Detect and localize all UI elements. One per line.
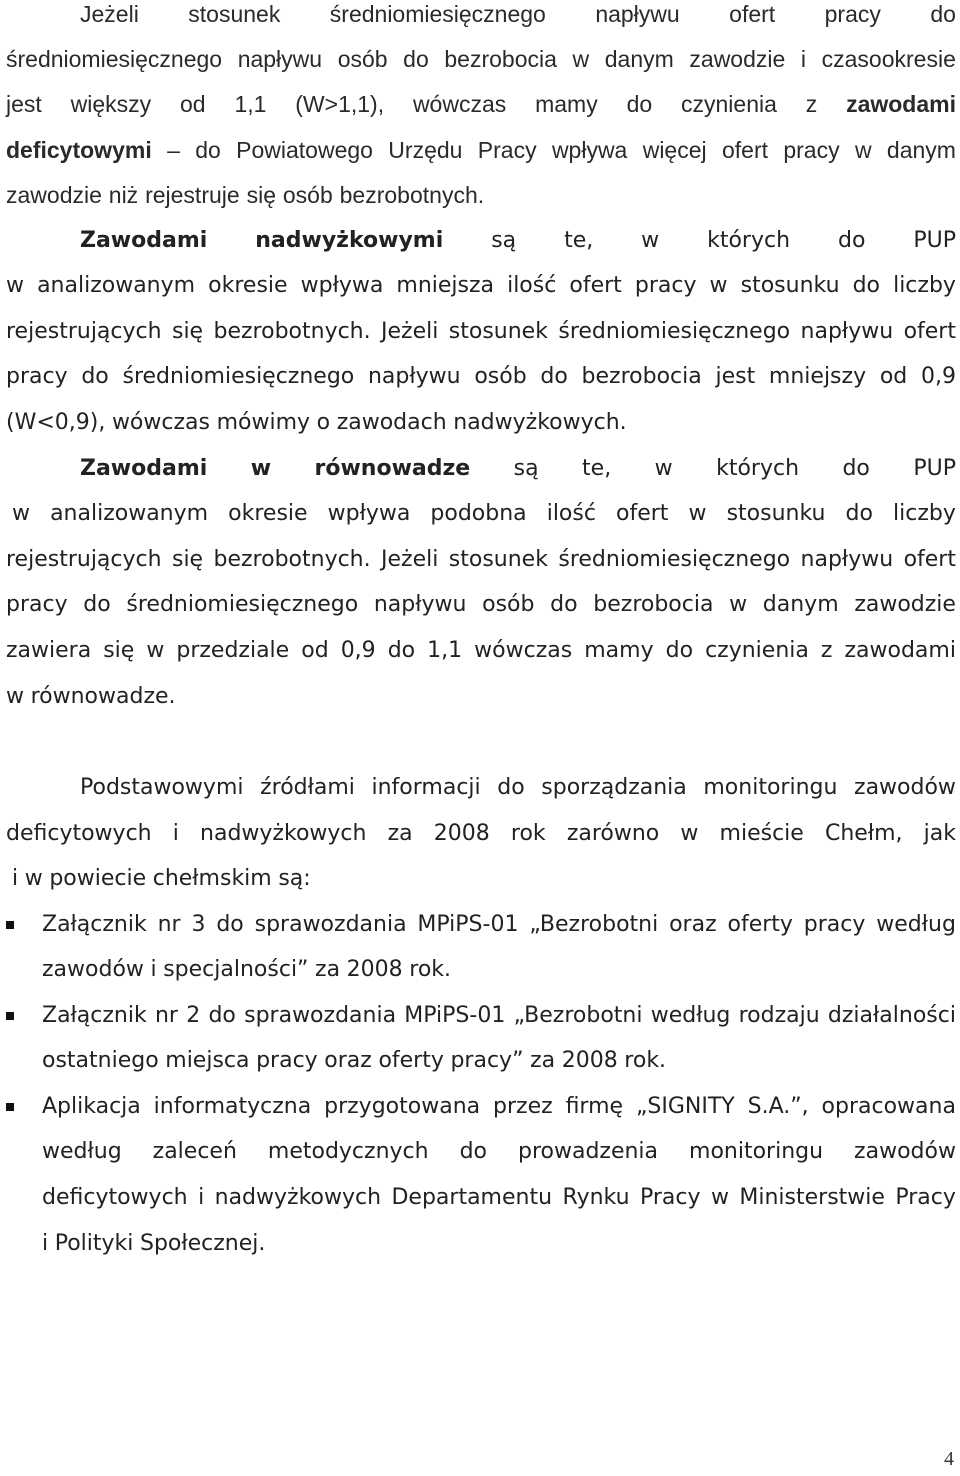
word: wówczas bbox=[412, 91, 507, 117]
word: do bbox=[626, 91, 653, 117]
word: 2 bbox=[186, 1003, 201, 1028]
word: zawodów bbox=[854, 1139, 956, 1164]
word: przygotowana bbox=[324, 1094, 481, 1119]
word: pracy bbox=[256, 1048, 318, 1073]
word: zarówno bbox=[566, 821, 660, 846]
bold-word: Zawodami bbox=[80, 228, 208, 253]
word: rok. bbox=[409, 957, 452, 982]
text-line bbox=[80, 0, 956, 34]
word: się bbox=[171, 319, 204, 344]
word: mówimy bbox=[216, 410, 311, 435]
word: sprawozdania bbox=[254, 912, 407, 937]
word: monitoringu bbox=[703, 775, 838, 800]
word: pracy bbox=[634, 273, 697, 298]
word: bezrobotnych. bbox=[213, 547, 371, 572]
word: czynienia bbox=[705, 638, 809, 663]
word: danym bbox=[762, 592, 839, 617]
word: 1,1 bbox=[234, 91, 267, 117]
word: się bbox=[103, 638, 135, 663]
word: średniomiesięcznego bbox=[122, 364, 355, 389]
word: ofert bbox=[616, 501, 669, 526]
word: 2008 bbox=[561, 1048, 618, 1073]
word: rejestrujących bbox=[6, 319, 162, 344]
word: czynienia bbox=[681, 91, 777, 117]
word: ilość bbox=[546, 501, 596, 526]
word: mamy bbox=[535, 91, 598, 117]
word: są bbox=[513, 456, 539, 481]
square-bullet-icon bbox=[6, 921, 14, 929]
text-line bbox=[6, 585, 956, 625]
word: pracy” bbox=[450, 1048, 524, 1073]
word: do bbox=[387, 638, 416, 663]
word: analizowanym bbox=[50, 501, 209, 526]
word: Ministerstwie bbox=[739, 1185, 885, 1210]
word: Powiatowego bbox=[236, 137, 373, 163]
text-line bbox=[6, 39, 956, 79]
bold-word: deficytowymi bbox=[6, 137, 152, 163]
word: bezrobotnych. bbox=[339, 182, 485, 208]
word: pracy bbox=[803, 912, 866, 937]
word: prowadzenia bbox=[517, 1139, 659, 1164]
word: stosunku bbox=[740, 273, 840, 298]
word: wówczas bbox=[474, 638, 573, 663]
word: w bbox=[710, 1185, 729, 1210]
text-line bbox=[42, 996, 956, 1036]
word: zawiera bbox=[6, 638, 92, 663]
word: wpływa bbox=[327, 501, 411, 526]
word: do bbox=[930, 1, 956, 27]
text-line bbox=[6, 540, 956, 580]
word: deficytowych bbox=[42, 1185, 188, 1210]
word: się bbox=[171, 547, 204, 572]
bold-word: równowadze bbox=[314, 456, 471, 481]
word: niż bbox=[108, 182, 139, 208]
page-number: 4 bbox=[944, 1448, 954, 1470]
word: zawodzie bbox=[854, 592, 956, 617]
word: stosunek bbox=[448, 547, 548, 572]
word: 0,9 bbox=[340, 638, 376, 663]
word: nr bbox=[154, 1003, 178, 1028]
word: w bbox=[729, 592, 748, 617]
word: rok bbox=[510, 821, 546, 846]
text-line bbox=[6, 175, 956, 215]
text-line bbox=[6, 266, 956, 306]
word: informatyczna bbox=[153, 1094, 312, 1119]
word: bezrobotnych. bbox=[213, 319, 371, 344]
word: napływu bbox=[800, 547, 894, 572]
text-line bbox=[6, 403, 956, 443]
bold-word: Zawodami bbox=[80, 456, 208, 481]
word: Rynku bbox=[562, 1185, 630, 1210]
text-line bbox=[42, 1224, 956, 1264]
word: ofert bbox=[729, 1, 776, 27]
word: Społecznej. bbox=[139, 1231, 266, 1256]
word: liczby bbox=[893, 273, 956, 298]
text-line bbox=[42, 1087, 956, 1127]
word: za bbox=[315, 957, 341, 982]
word: w bbox=[654, 456, 673, 481]
word: Załącznik bbox=[42, 912, 147, 937]
word: mieście bbox=[719, 821, 804, 846]
word: jak bbox=[923, 821, 956, 846]
word: według bbox=[42, 1139, 122, 1164]
word: danym bbox=[886, 137, 956, 163]
word: 3 bbox=[191, 912, 206, 937]
word: do bbox=[403, 46, 429, 72]
word: „Bezrobotni bbox=[529, 912, 659, 937]
text-line bbox=[80, 768, 956, 808]
word: osób bbox=[482, 592, 535, 617]
word: Polityki bbox=[54, 1231, 134, 1256]
word: MPiPS-01 bbox=[417, 912, 519, 937]
word: Aplikacja bbox=[42, 1094, 141, 1119]
word: opracowana bbox=[821, 1094, 956, 1119]
word: zawodów bbox=[42, 957, 144, 982]
word: średniomiesięcznego bbox=[558, 319, 791, 344]
word: i bbox=[12, 866, 19, 891]
word: 0,9 bbox=[920, 364, 956, 389]
word: czasookresie bbox=[821, 46, 956, 72]
word: (W<0,9), bbox=[6, 410, 106, 435]
word: nadwyżkowych bbox=[214, 1185, 382, 1210]
text-line bbox=[6, 357, 956, 397]
word: S.A.”, bbox=[747, 1094, 809, 1119]
word: stosunek bbox=[448, 319, 548, 344]
word: do bbox=[550, 592, 578, 617]
word: i bbox=[198, 1185, 205, 1210]
word: i bbox=[800, 46, 807, 72]
text-line bbox=[42, 1041, 956, 1081]
word: od bbox=[879, 364, 908, 389]
word: nadwyżkowych bbox=[200, 821, 367, 846]
word: wpływa bbox=[300, 273, 384, 298]
word: te, bbox=[582, 456, 612, 481]
word: chełmskim bbox=[152, 866, 272, 891]
bold-word: zawodami bbox=[846, 91, 956, 117]
word: do bbox=[459, 1139, 487, 1164]
word: sporządzania bbox=[541, 775, 687, 800]
text-line bbox=[6, 130, 956, 170]
word: przez bbox=[493, 1094, 553, 1119]
word: PUP bbox=[913, 456, 956, 481]
word: 2008 bbox=[346, 957, 403, 982]
word: Pracy bbox=[477, 137, 537, 163]
word: w bbox=[641, 228, 660, 253]
word: napływu bbox=[800, 319, 894, 344]
word: do bbox=[195, 137, 221, 163]
word: do bbox=[845, 501, 873, 526]
word: do bbox=[665, 638, 694, 663]
word: w bbox=[572, 46, 590, 72]
word: jest bbox=[6, 91, 42, 117]
bold-word: w bbox=[250, 456, 272, 481]
word: równowadze. bbox=[30, 684, 176, 709]
word: metodycznych bbox=[267, 1139, 429, 1164]
word: zawodzie bbox=[6, 182, 102, 208]
word: Jeżeli bbox=[381, 547, 439, 572]
text-line bbox=[12, 494, 956, 534]
text-line bbox=[6, 312, 956, 352]
word: rodzaju bbox=[738, 1003, 820, 1028]
word: średniomiesięcznego bbox=[6, 46, 223, 72]
word: zawodami bbox=[844, 638, 956, 663]
word: powiecie bbox=[49, 866, 147, 891]
word: specjalności” bbox=[163, 957, 309, 982]
text-line bbox=[6, 814, 956, 854]
word: mniejszy bbox=[768, 364, 867, 389]
word: podobna bbox=[430, 501, 527, 526]
word: Urzędu bbox=[388, 137, 463, 163]
word: sprawozdania bbox=[244, 1003, 397, 1028]
word: od bbox=[180, 91, 206, 117]
word: średniomiesięcznego bbox=[558, 547, 791, 572]
text-line bbox=[6, 631, 956, 671]
word: jest bbox=[715, 364, 756, 389]
word: stosunek bbox=[188, 1, 281, 27]
word: się bbox=[246, 182, 276, 208]
text-line bbox=[42, 905, 956, 945]
word: w bbox=[854, 137, 872, 163]
word: za bbox=[530, 1048, 556, 1073]
word: do bbox=[852, 273, 881, 298]
text-line bbox=[6, 84, 956, 124]
word: okresie bbox=[208, 273, 288, 298]
word: napływu bbox=[595, 1, 680, 27]
word: 1,1 bbox=[427, 638, 463, 663]
word: do bbox=[81, 364, 109, 389]
word: według bbox=[650, 1003, 731, 1028]
word: – bbox=[167, 137, 180, 163]
word: (W>1,1), bbox=[295, 91, 385, 117]
word: ilość bbox=[507, 273, 557, 298]
word: Jeżeli bbox=[80, 1, 139, 27]
word: w bbox=[6, 684, 24, 709]
word: są bbox=[491, 228, 517, 253]
word: źródłami bbox=[260, 775, 355, 800]
word: zaleceń bbox=[152, 1139, 237, 1164]
word: osób bbox=[282, 182, 333, 208]
word: liczby bbox=[893, 501, 956, 526]
word: zawodów bbox=[854, 775, 956, 800]
text-line bbox=[42, 1178, 956, 1218]
word: osób bbox=[337, 46, 388, 72]
word: w bbox=[709, 273, 728, 298]
text-line bbox=[6, 677, 956, 717]
word: ostatniego bbox=[42, 1048, 159, 1073]
word: średniomiesięcznego bbox=[329, 1, 546, 27]
word: analizowanym bbox=[37, 273, 196, 298]
text-line bbox=[42, 1132, 956, 1172]
word: napływu bbox=[367, 364, 461, 389]
bold-word: nadwyżkowymi bbox=[255, 228, 444, 253]
word: MPiPS-01 bbox=[404, 1003, 506, 1028]
word: rejestruje bbox=[145, 182, 240, 208]
word: 2008 bbox=[433, 821, 490, 846]
word: bezrobocia bbox=[581, 364, 702, 389]
word: stosunku bbox=[726, 501, 826, 526]
word: „SIGNITY bbox=[635, 1094, 735, 1119]
word: do bbox=[83, 592, 111, 617]
word: Załącznik bbox=[42, 1003, 147, 1028]
word: nr bbox=[157, 912, 181, 937]
word: do bbox=[497, 775, 525, 800]
word: ofert bbox=[903, 547, 956, 572]
word: firmę bbox=[565, 1094, 624, 1119]
word: Pracy bbox=[895, 1185, 956, 1210]
word: rejestrujących bbox=[6, 547, 162, 572]
word: mamy bbox=[584, 638, 654, 663]
square-bullet-icon bbox=[6, 1012, 14, 1020]
word: pracy bbox=[6, 364, 68, 389]
word: średniomiesięcznego bbox=[126, 592, 359, 617]
word: których bbox=[707, 228, 791, 253]
word: w bbox=[6, 273, 24, 298]
word: bezrobocia bbox=[444, 46, 557, 72]
word: przedziale bbox=[176, 638, 290, 663]
word: deficytowych bbox=[6, 821, 152, 846]
text-line bbox=[42, 950, 956, 990]
word: bezrobocia bbox=[593, 592, 714, 617]
word: Pracy bbox=[639, 1185, 701, 1210]
word: okresie bbox=[228, 501, 308, 526]
word: pracy bbox=[6, 592, 68, 617]
word: pracy bbox=[824, 1, 881, 27]
word: PUP bbox=[913, 228, 956, 253]
word: i bbox=[42, 1231, 49, 1256]
word: oraz bbox=[324, 1048, 372, 1073]
word: oraz bbox=[669, 912, 717, 937]
word: i bbox=[172, 821, 179, 846]
word: których bbox=[716, 456, 800, 481]
word: napływu bbox=[373, 592, 467, 617]
word: do bbox=[216, 912, 244, 937]
word: ofert bbox=[721, 137, 768, 163]
word: nadwyżkowych. bbox=[453, 410, 627, 435]
square-bullet-icon bbox=[6, 1103, 14, 1111]
word: w bbox=[680, 821, 699, 846]
word: o bbox=[316, 410, 331, 435]
word: rok. bbox=[624, 1048, 667, 1073]
text-line bbox=[80, 449, 956, 489]
word: „Bezrobotni bbox=[513, 1003, 643, 1028]
word: są: bbox=[278, 866, 311, 891]
word: mniejsza bbox=[396, 273, 495, 298]
word: napływu bbox=[237, 46, 323, 72]
word: Departamentu bbox=[391, 1185, 553, 1210]
word: Chełm, bbox=[824, 821, 903, 846]
word: w bbox=[24, 866, 43, 891]
word: w bbox=[12, 501, 30, 526]
word: wówczas bbox=[111, 410, 210, 435]
word: oferty bbox=[378, 1048, 444, 1073]
word: działalności bbox=[827, 1003, 956, 1028]
word: wpływa bbox=[551, 137, 628, 163]
word: miejsca bbox=[165, 1048, 250, 1073]
text-line bbox=[80, 221, 956, 261]
word: Podstawowymi bbox=[80, 775, 244, 800]
word: z bbox=[805, 91, 818, 117]
word: do bbox=[208, 1003, 236, 1028]
word: do bbox=[842, 456, 870, 481]
word: informacji bbox=[371, 775, 481, 800]
word: zawodach bbox=[336, 410, 447, 435]
word: osób bbox=[474, 364, 527, 389]
word: monitoringu bbox=[689, 1139, 824, 1164]
word: do bbox=[540, 364, 568, 389]
word: za bbox=[387, 821, 413, 846]
word: w bbox=[688, 501, 707, 526]
word: ofert bbox=[903, 319, 956, 344]
word: do bbox=[837, 228, 866, 253]
word: oferty bbox=[727, 912, 793, 937]
word: w bbox=[146, 638, 165, 663]
word: według bbox=[876, 912, 956, 937]
word: więcej bbox=[642, 137, 707, 163]
word: ofert bbox=[569, 273, 622, 298]
word: zawodzie bbox=[689, 46, 786, 72]
word: i bbox=[150, 957, 157, 982]
word: danym bbox=[604, 46, 674, 72]
word: większy bbox=[70, 91, 152, 117]
text-line bbox=[12, 859, 956, 899]
word: od bbox=[301, 638, 329, 663]
word: Jeżeli bbox=[381, 319, 439, 344]
word: te, bbox=[564, 228, 594, 253]
word: pracy bbox=[783, 137, 840, 163]
word: z bbox=[820, 638, 833, 663]
